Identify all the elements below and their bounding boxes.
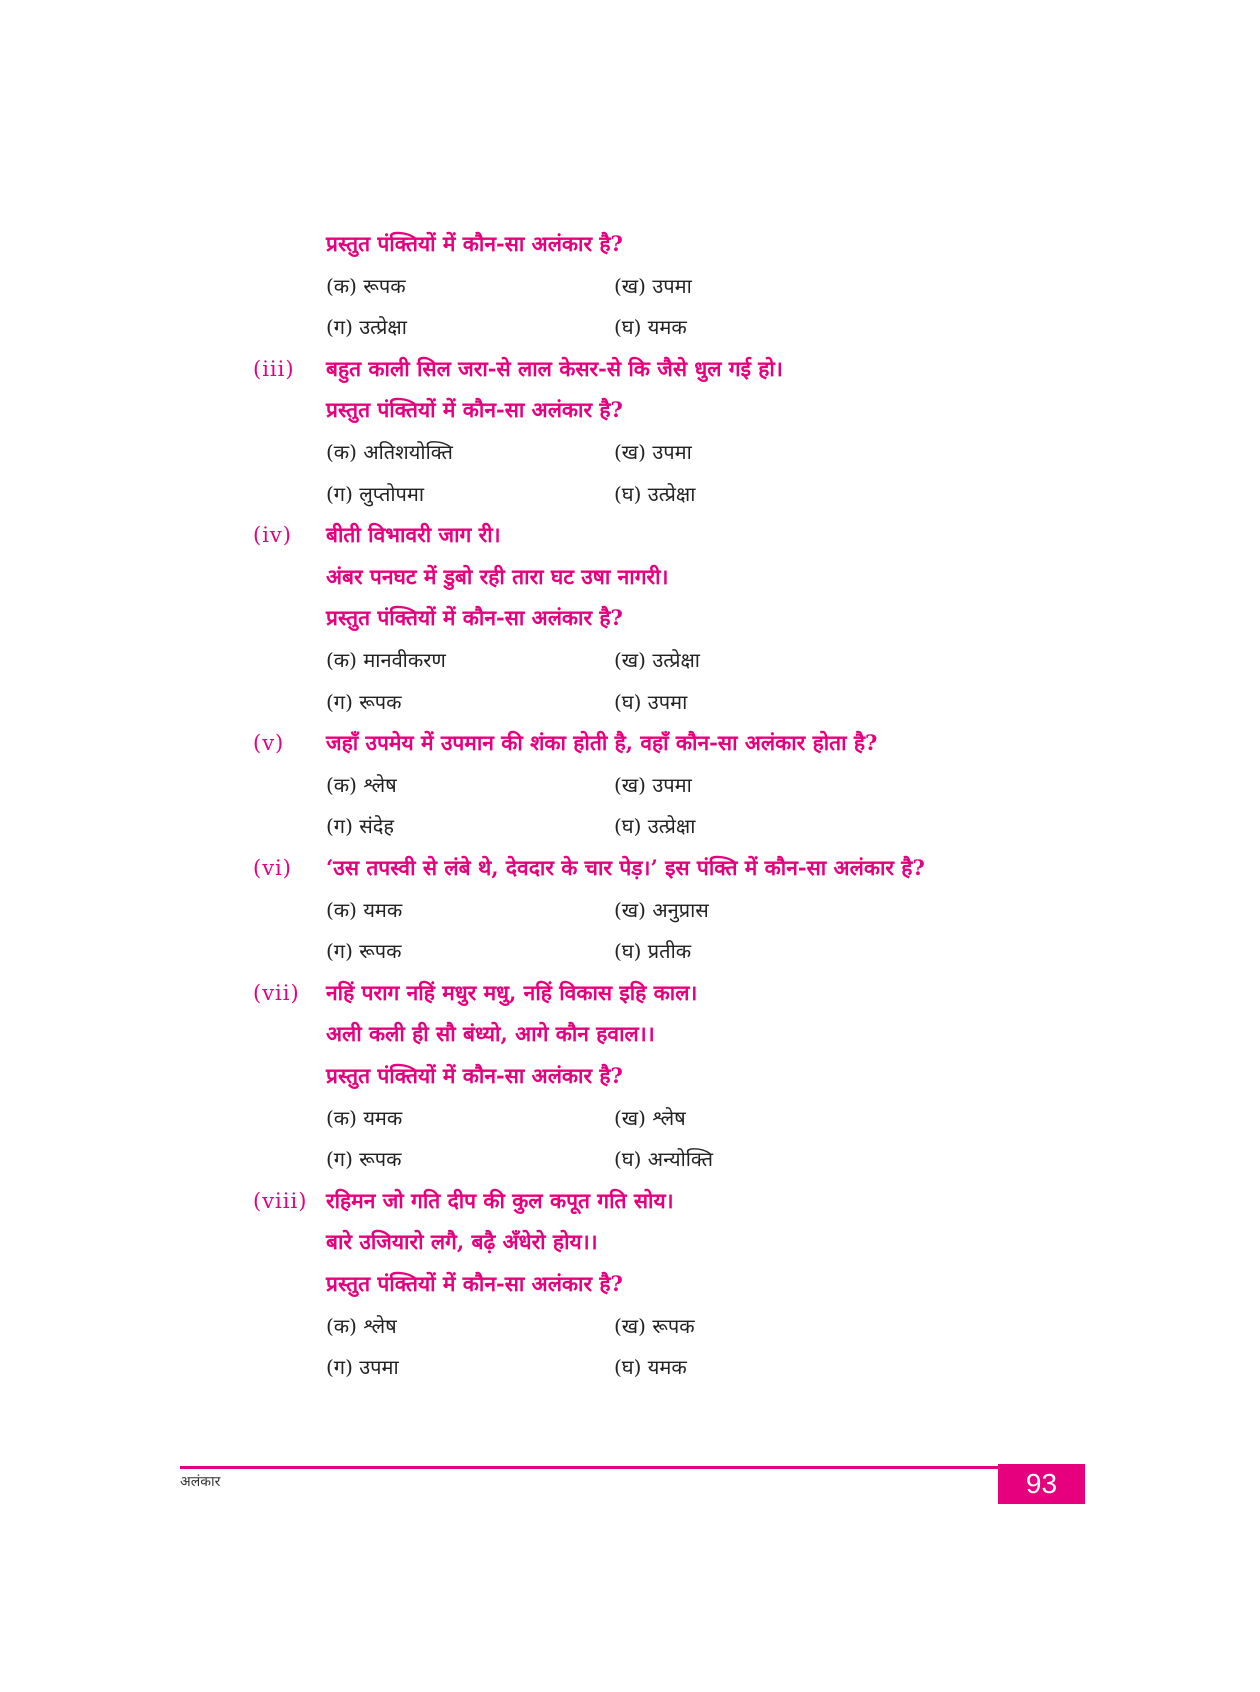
footer-rule <box>180 1466 1085 1469</box>
question-line <box>0 1055 1260 1097</box>
question-line <box>0 722 1260 764</box>
option-left: (ग) रूपक <box>326 690 402 714</box>
option-right: (ख) उपमा <box>614 773 692 797</box>
question-number: (viii) <box>253 1189 308 1213</box>
option-right: (ख) रूपक <box>614 1314 695 1338</box>
question-line <box>0 556 1260 598</box>
question-text: नहिं पराग नहिं मधुर मधु, नहिं विकास इहि काल। <box>326 980 698 1005</box>
question-text: प्रस्तुत पंक्तियों में कौन-सा अलंकार है? <box>326 397 623 422</box>
question-text: बारे उजियारो लगै, बढ़ै अँधेरो होय।। <box>326 1229 598 1254</box>
option-right: (ख) उपमा <box>614 274 692 298</box>
options-row <box>0 473 1260 515</box>
question-line <box>0 1221 1260 1263</box>
options-row <box>0 1097 1260 1139</box>
option-right: (ख) उत्प्रेक्षा <box>614 648 700 672</box>
options-row <box>0 1346 1260 1388</box>
option-left: (ग) रूपक <box>326 939 402 963</box>
question-text: प्रस्तुत पंक्तियों में कौन-सा अलंकार है? <box>326 231 623 256</box>
option-right: (घ) प्रतीक <box>614 939 692 963</box>
question-line <box>0 1013 1260 1055</box>
question-text: बहुत काली सिल जरा-से लाल केसर-से कि जैसे धुल गई हो। <box>326 356 783 381</box>
question-line <box>0 847 1260 889</box>
footer-chapter-label: अलंकार <box>180 1474 221 1490</box>
option-right: (ख) उपमा <box>614 440 692 464</box>
options-row <box>0 1305 1260 1347</box>
option-left: (ग) उत्प्रेक्षा <box>326 315 407 339</box>
option-left: (क) यमक <box>326 1106 403 1130</box>
option-left: (ग) संदेह <box>326 814 394 838</box>
option-left: (क) मानवीकरण <box>326 648 446 672</box>
options-row <box>0 930 1260 972</box>
options-row <box>0 805 1260 847</box>
question-line <box>0 1180 1260 1222</box>
question-line <box>0 389 1260 431</box>
options-row <box>0 681 1260 723</box>
options-row <box>0 764 1260 806</box>
option-left: (ग) लुप्तोपमा <box>326 482 425 506</box>
option-right: (घ) उपमा <box>614 690 688 714</box>
question-line <box>0 514 1260 556</box>
question-text: अंबर पनघट में डुबो रही तारा घट उषा नागरी। <box>326 564 669 589</box>
question-line <box>0 972 1260 1014</box>
option-right: (घ) यमक <box>614 315 687 339</box>
options-row <box>0 265 1260 307</box>
question-text: जहाँ उपमेय में उपमान की शंका होती है, वहाँ कौन-सा अलंकार होता है? <box>326 730 878 755</box>
question-line <box>0 348 1260 390</box>
question-text: ‘उस तपस्वी से लंबे थे, देवदार के चार पेड़।’ इस पंक्ति में कौन-सा अलंकार है? <box>326 855 925 880</box>
option-right: (घ) उत्प्रेक्षा <box>614 482 696 506</box>
options-row <box>0 639 1260 681</box>
option-left: (क) श्लेष <box>326 1314 397 1338</box>
option-left: (ग) उपमा <box>326 1355 399 1379</box>
options-row <box>0 306 1260 348</box>
options-row <box>0 1138 1260 1180</box>
question-text: बीती विभावरी जाग री। <box>326 522 501 547</box>
option-left: (ग) रूपक <box>326 1147 402 1171</box>
option-right: (ख) श्लेष <box>614 1106 686 1130</box>
question-text: प्रस्तुत पंक्तियों में कौन-सा अलंकार है? <box>326 1271 623 1296</box>
question-number: (iii) <box>253 357 295 381</box>
option-right: (घ) उत्प्रेक्षा <box>614 814 696 838</box>
options-row <box>0 431 1260 473</box>
question-text: प्रस्तुत पंक्तियों में कौन-सा अलंकार है? <box>326 605 623 630</box>
option-right: (घ) अन्योक्ति <box>614 1147 714 1171</box>
question-text: अली कली ही सौ बंध्यो, आगे कौन हवाल।। <box>326 1021 655 1046</box>
question-text: रहिमन जो गति दीप की कुल कपूत गति सोय। <box>326 1188 674 1213</box>
option-left: (क) अतिशयोक्ति <box>326 440 453 464</box>
question-number: (vi) <box>253 856 292 880</box>
question-line <box>0 223 1260 265</box>
option-left: (क) रूपक <box>326 274 406 298</box>
question-number: (iv) <box>253 523 292 547</box>
option-right: (घ) यमक <box>614 1355 687 1379</box>
question-text: प्रस्तुत पंक्तियों में कौन-सा अलंकार है? <box>326 1063 623 1088</box>
options-row <box>0 889 1260 931</box>
question-number: (v) <box>253 731 285 755</box>
question-number: (vii) <box>253 981 300 1005</box>
question-line <box>0 597 1260 639</box>
option-right: (ख) अनुप्रास <box>614 898 709 922</box>
question-line <box>0 1263 1260 1305</box>
option-left: (क) श्लेष <box>326 773 397 797</box>
option-left: (क) यमक <box>326 898 403 922</box>
page-number-badge: 93 <box>998 1464 1085 1504</box>
